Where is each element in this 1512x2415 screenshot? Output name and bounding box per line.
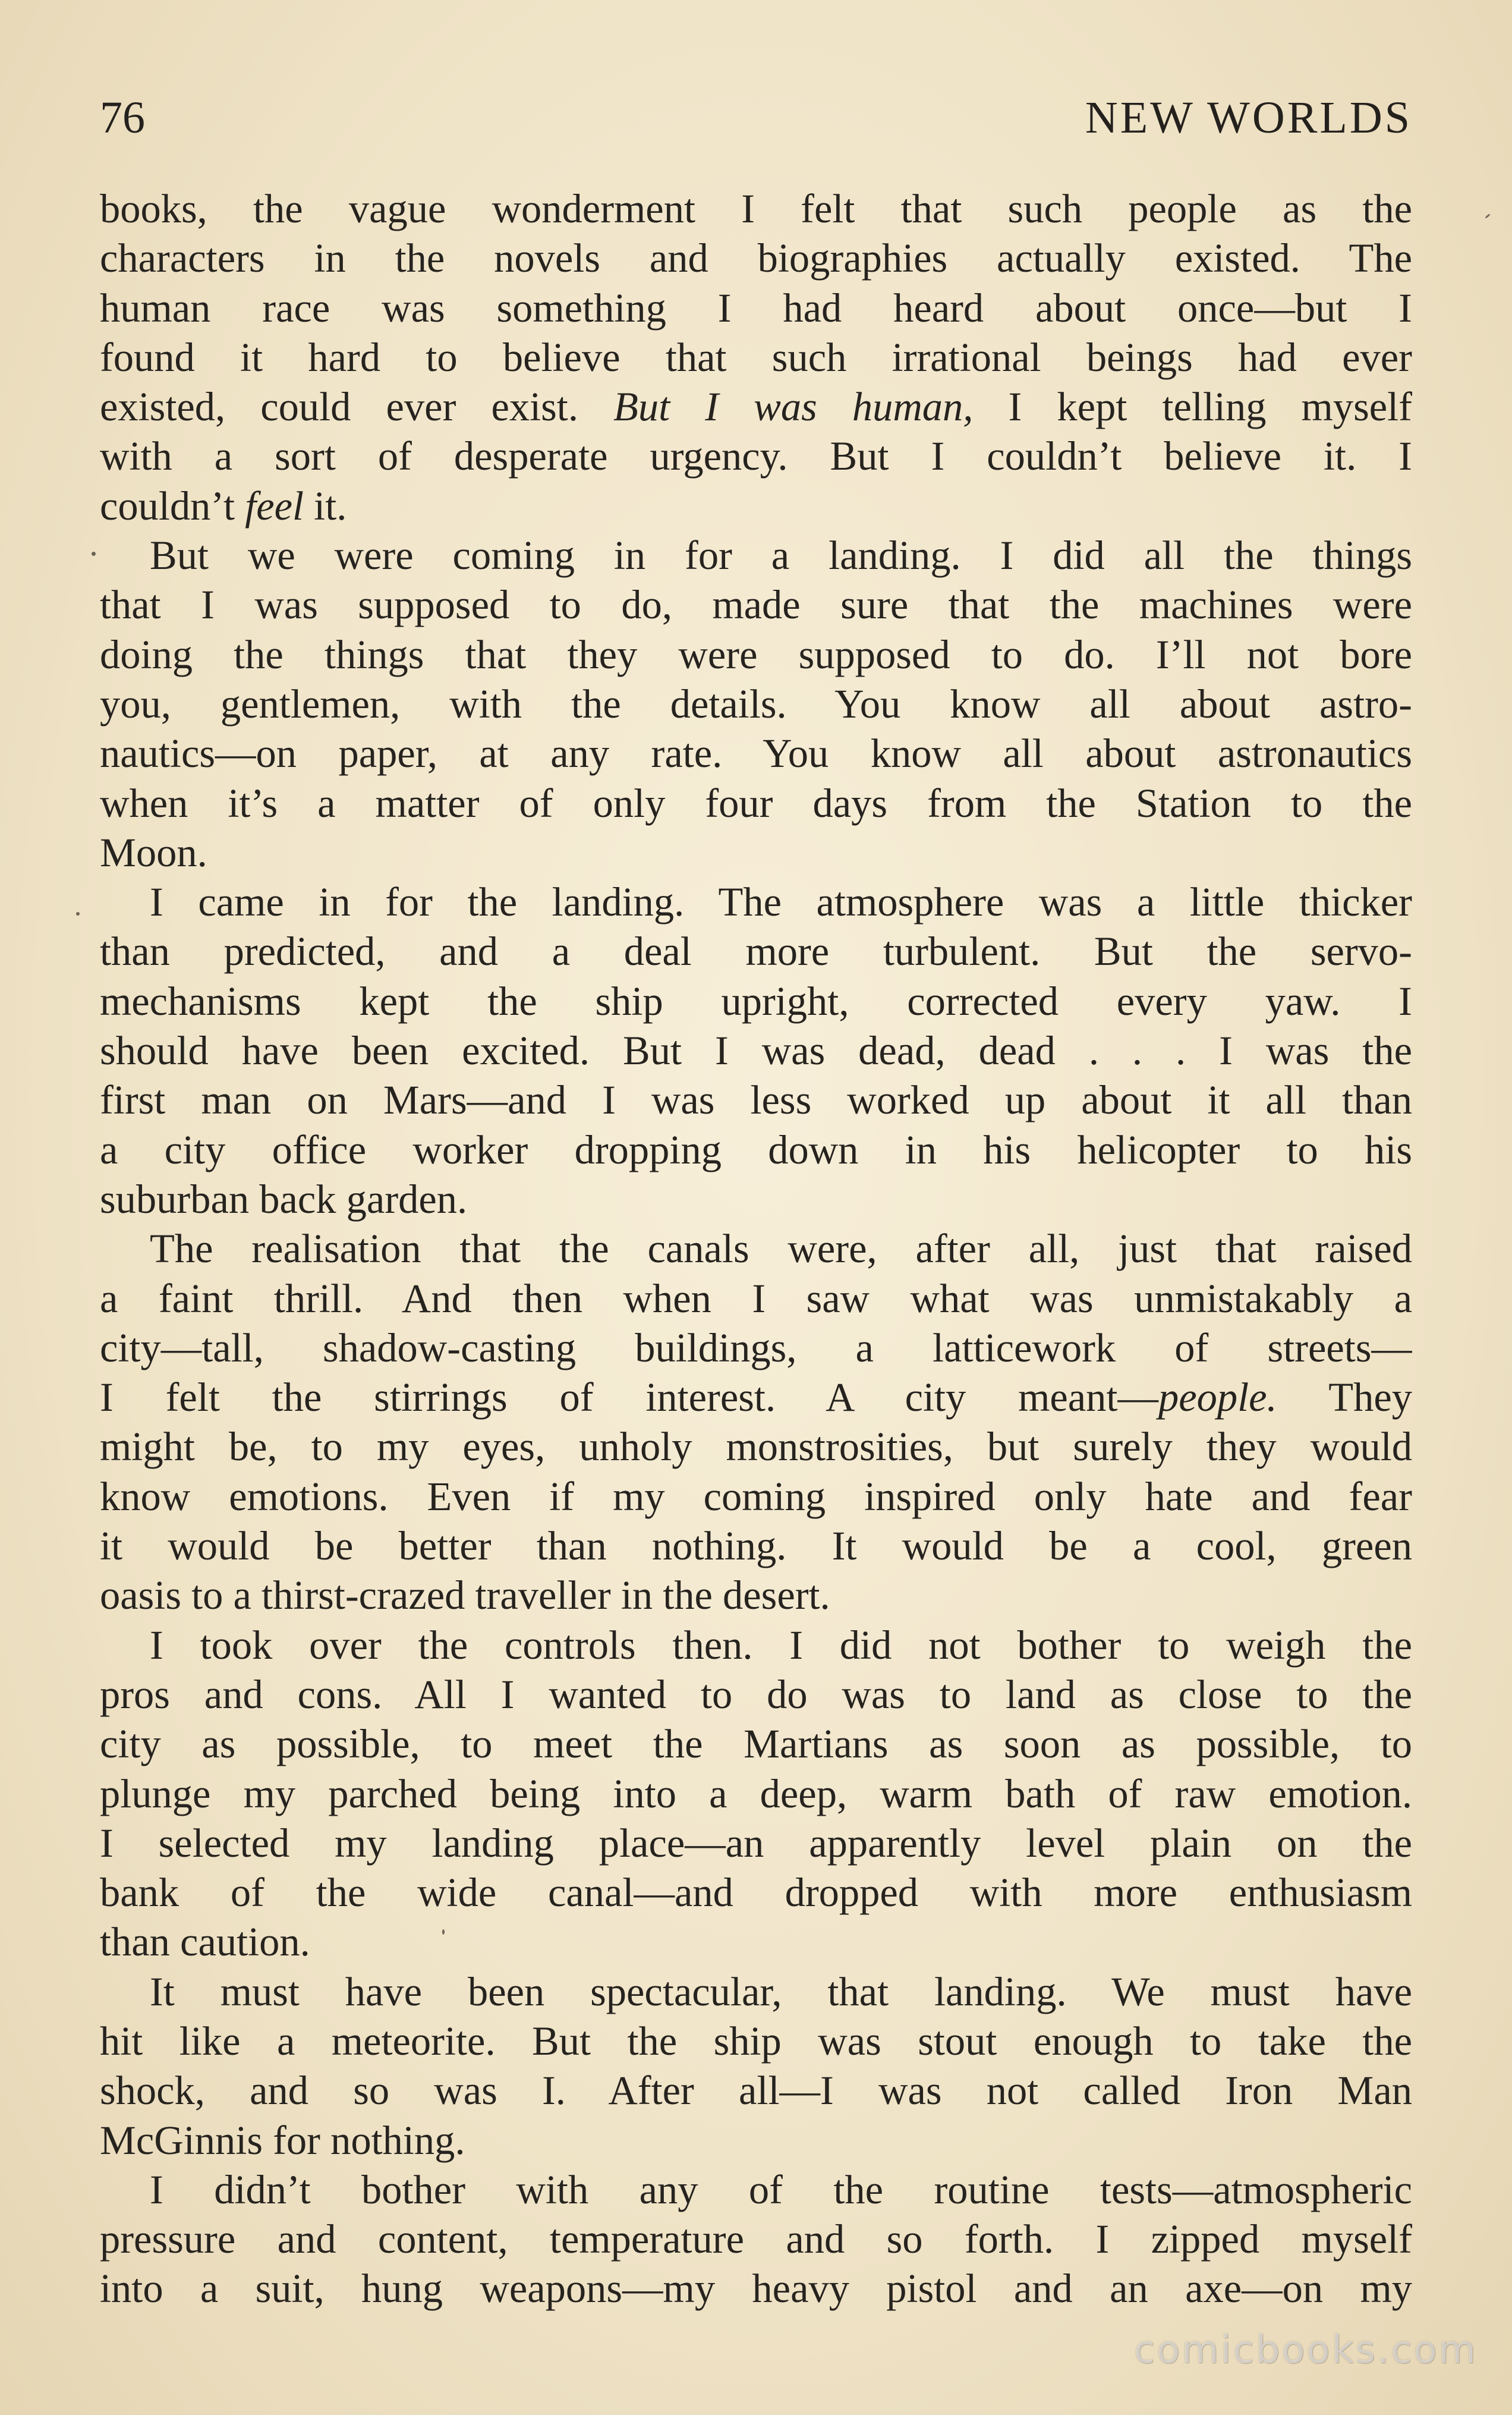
text-line (100, 977, 1412, 1026)
text-segment: I felt the stirrings of interest. A city meant— (100, 1375, 1158, 1420)
text-segment: city—tall, shadow-casting buildings, a latticework of streets— (100, 1325, 1412, 1370)
text-line (100, 1769, 1412, 1819)
text-segment: books, the vague wonderment I felt that such people as the (100, 186, 1412, 231)
text-segment: It must have been spectacular, that landing. We must have (150, 1969, 1412, 2014)
text-segment: I kept telling myself (973, 384, 1412, 430)
text-line (100, 432, 1412, 481)
text-segment: than caution. (100, 1919, 310, 1965)
text-line (100, 1026, 1412, 1076)
text-segment: oasis to a thirst-crazed traveller in the desert. (100, 1573, 830, 1618)
text-line (100, 184, 1412, 234)
text-segment: a city office worker dropping down in his helicopter to his (100, 1127, 1412, 1172)
text-segment: might be, to my eyes, unholy monstrosities, but surely they would (100, 1424, 1412, 1470)
text-segment: shock, and so was I. After all—I was not called Iron Man (100, 2068, 1412, 2114)
text-segment: I took over the controls then. I did not bother to weigh the (150, 1622, 1412, 1668)
text-line (100, 1125, 1412, 1175)
text-segment: first man on Mars—and I was less worked up about it all than (100, 1077, 1412, 1123)
text-segment: into a suit, hung weapons—my heavy pistol and an axe—on my (100, 2266, 1412, 2312)
text-line (100, 1323, 1412, 1373)
print-speck (1485, 213, 1491, 219)
text-segment: plunge my parched being into a deep, warm bath of raw emotion. (100, 1771, 1412, 1816)
text-segment: pressure and content, temperature and so forth. I zipped myself (100, 2216, 1412, 2262)
text-line (100, 2066, 1412, 2115)
text-line (100, 630, 1412, 680)
text-segment: human race was something I had heard about once—but I (100, 285, 1412, 331)
text-line (100, 1076, 1412, 1125)
body-text (100, 184, 1412, 2314)
text-line (100, 333, 1412, 382)
text-line (100, 1621, 1412, 1670)
text-segment: than predicted, and a deal more turbulent. But the servo- (100, 929, 1412, 974)
text-segment: suburban back garden. (100, 1176, 468, 1222)
text-line (100, 2165, 1412, 2215)
text-line (100, 680, 1412, 729)
text-line (100, 1670, 1412, 1719)
text-segment: I selected my landing place—an apparently level plain on the (100, 1820, 1412, 1866)
text-line (100, 2116, 1412, 2165)
text-line (100, 779, 1412, 828)
text-segment: with a sort of desperate urgency. But I couldn’t believe it. I (100, 433, 1412, 479)
text-line (100, 382, 1412, 432)
text-segment: McGinnis for nothing. (100, 2117, 465, 2163)
print-speck (92, 552, 96, 556)
text-segment: I came in for the landing. The atmosphere was a little thicker (150, 879, 1412, 925)
text-segment: couldn’t (100, 483, 245, 529)
text-segment: nautics—on paper, at any rate. You know all about astronautics (100, 731, 1412, 776)
running-title: NEW WORLDS (1085, 93, 1412, 143)
text-line (100, 1373, 1412, 1422)
text-line (100, 482, 1412, 531)
text-segment: a faint thrill. And then when I saw what was unmistakably a (100, 1275, 1412, 1321)
text-line (100, 234, 1412, 283)
text-line (100, 1868, 1412, 1917)
text-line (100, 1571, 1412, 1620)
text-segment: found it hard to believe that such irrational beings had ever (100, 334, 1412, 380)
text-line (100, 1521, 1412, 1571)
text-line (100, 729, 1412, 778)
italic-text: feel (245, 483, 304, 529)
page-number: 76 (100, 93, 145, 143)
text-segment: I didn’t bother with any of the routine tests—atmospheric (150, 2166, 1412, 2212)
text-line (100, 878, 1412, 927)
watermark: comicbooks.com (1133, 2328, 1478, 2372)
text-segment: know emotions. Even if my coming inspired only hate and fear (100, 1473, 1412, 1519)
italic-text: people. (1158, 1375, 1277, 1420)
page-header (100, 82, 1412, 153)
text-segment: Moon. (100, 829, 207, 875)
text-line (100, 1472, 1412, 1521)
text-segment: bank of the wide canal—and dropped with more enthusiasm (100, 1870, 1412, 1916)
text-line (100, 2017, 1412, 2066)
text-segment: existed, could ever exist. (100, 384, 614, 430)
text-line (100, 1967, 1412, 2017)
print-speck (442, 1929, 445, 1935)
text-line (100, 1422, 1412, 1471)
text-line (100, 1719, 1412, 1769)
text-line (100, 2215, 1412, 2264)
text-line (100, 1224, 1412, 1273)
text-line (100, 1175, 1412, 1224)
text-segment: hit like a meteorite. But the ship was stout enough to take the (100, 2018, 1412, 2064)
text-line (100, 284, 1412, 333)
text-line (100, 2264, 1412, 2313)
text-segment: city as possible, to meet the Martians as soon as possible, to (100, 1721, 1412, 1767)
text-segment: They (1277, 1375, 1412, 1420)
text-segment: when it’s a matter of only four days from the Station to the (100, 780, 1412, 826)
text-segment: But we were coming in for a landing. I did all the things (150, 533, 1412, 578)
text-segment: mechanisms kept the ship upright, corrected every yaw. I (100, 978, 1412, 1024)
text-segment: doing the things that they were supposed to do. I’ll not bore (100, 631, 1412, 677)
text-line (100, 1819, 1412, 1868)
text-segment: it would be better than nothing. It would be a cool, green (100, 1523, 1412, 1569)
text-line (100, 1274, 1412, 1323)
print-speck (76, 912, 80, 916)
text-segment: characters in the novels and biographies actually existed. The (100, 235, 1412, 281)
text-segment: that I was supposed to do, made sure that the machines were (100, 582, 1412, 628)
text-segment: you, gentlemen, with the details. You know all about astro- (100, 681, 1412, 727)
text-segment: should have been excited. But I was dead, dead . . . I was the (100, 1028, 1412, 1074)
text-line (100, 927, 1412, 976)
text-line (100, 531, 1412, 580)
text-line (100, 828, 1412, 878)
text-segment: pros and cons. All I wanted to do was to land as close to the (100, 1671, 1412, 1717)
text-line (100, 580, 1412, 630)
text-segment: it. (304, 483, 347, 529)
text-line (100, 1917, 1412, 1967)
text-segment: The realisation that the canals were, after all, just that raised (150, 1226, 1412, 1272)
italic-text: But I was human, (613, 384, 974, 430)
